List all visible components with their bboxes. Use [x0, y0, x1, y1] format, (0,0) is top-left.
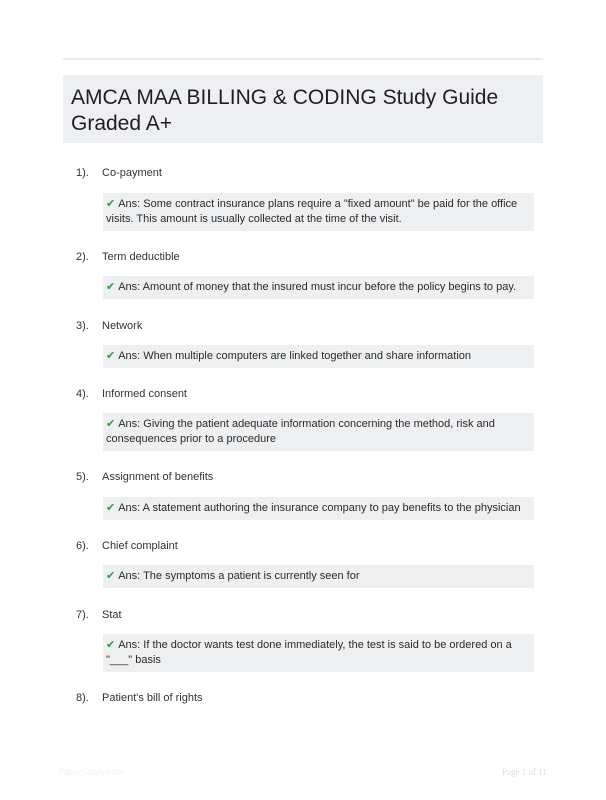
question-number: 5).	[76, 471, 89, 483]
title-banner	[63, 75, 543, 143]
check-icon: ✔	[106, 569, 116, 582]
check-icon: ✔	[106, 417, 116, 430]
footer-watermark: PaperStudy.com	[58, 767, 124, 777]
check-icon: ✔	[106, 638, 116, 651]
question-number: 6).	[76, 540, 89, 552]
check-icon: ✔	[106, 349, 116, 362]
question-number: 4).	[76, 388, 89, 400]
question-number: 7).	[76, 609, 89, 621]
answer-box	[103, 634, 534, 672]
answer-text: Ans: Some contract insurance plans require a "fixed amount" be paid for the office visits. This amount is usually collected at the time of the visit.	[106, 198, 518, 225]
answer-box	[103, 413, 534, 451]
answer-box	[103, 193, 534, 231]
answer-text: Ans: The symptoms a patient is currently seen for	[118, 570, 360, 582]
answer-text: Ans: A statement authoring the insurance company to pay benefits to the physician	[118, 502, 521, 514]
page-title: AMCA MAA BILLING & CODING Study Guide Graded A+	[71, 86, 499, 135]
question-number: 8).	[76, 692, 89, 704]
question-number: 3).	[76, 320, 89, 332]
answer-text: Ans: If the doctor wants test done immediately, the test is said to be ordered on a "___" basis	[106, 639, 512, 666]
answer-text: Ans: Giving the patient adequate information concerning the method, risk and consequences prior to a procedure	[106, 418, 495, 445]
top-divider	[63, 58, 543, 60]
check-icon: ✔	[106, 280, 116, 293]
answer-text: Ans: When multiple computers are linked together and share information	[118, 350, 472, 362]
question-term: Informed consent	[102, 388, 187, 400]
question-term: Patient's bill of rights	[102, 692, 203, 704]
question-term: Stat	[102, 609, 122, 621]
question-term: Assignment of benefits	[102, 471, 214, 483]
question-number: 1).	[76, 167, 89, 179]
question-term: Co-payment	[102, 167, 162, 179]
answer-box	[103, 497, 534, 520]
answer-text: Ans: Amount of money that the insured must incur before the policy begins to pay.	[118, 281, 517, 293]
question-term: Chief complaint	[102, 540, 178, 552]
answer-box	[103, 565, 534, 588]
answer-box	[103, 345, 534, 368]
question-number: 2).	[76, 251, 89, 263]
page-number: Page 1 of 11	[502, 767, 547, 777]
answer-box	[103, 276, 534, 299]
check-icon: ✔	[106, 197, 116, 210]
check-icon: ✔	[106, 501, 116, 514]
question-term: Term deductible	[102, 251, 180, 263]
question-term: Network	[102, 320, 143, 332]
